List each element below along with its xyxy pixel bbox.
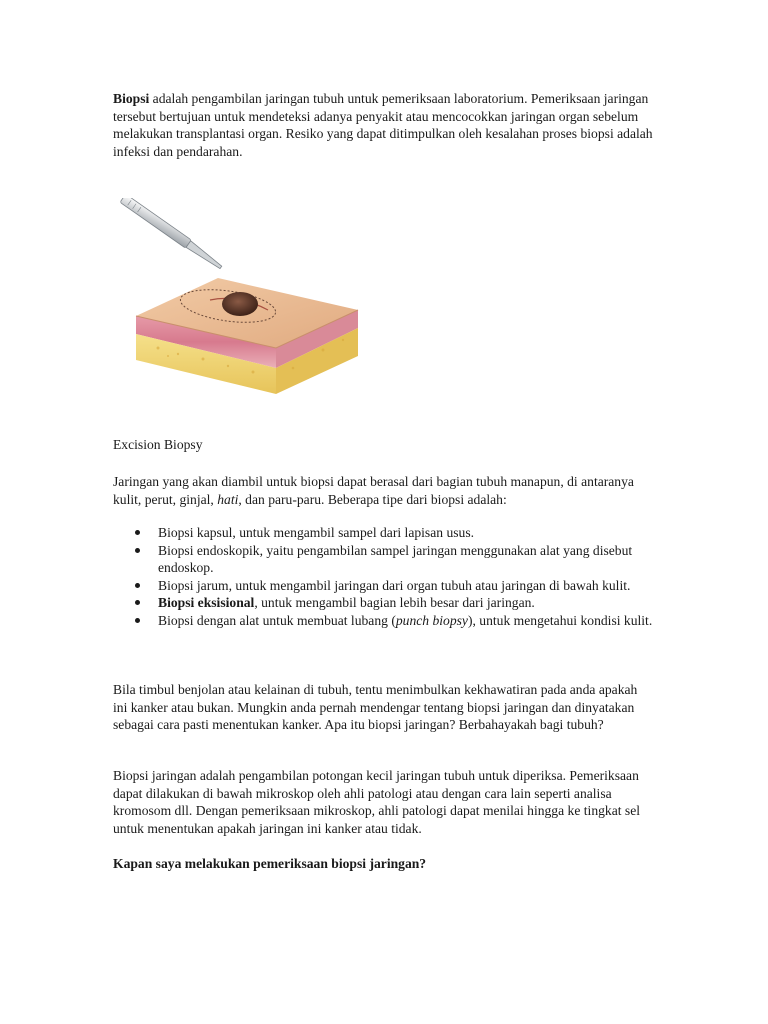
question-heading: Kapan saya melakukan pemeriksaan biopsi jaringan? bbox=[113, 856, 427, 871]
sources-text-before: Jaringan yang akan diambil untuk biopsi dapat berasal dari bagian tubuh manapun, di antaranya kulit, perut, ginjal, bbox=[113, 474, 634, 507]
tissue-paragraph: Biopsi jaringan adalah pengambilan potongan kecil jaringan tubuh untuk diperiksa. Pemeriksaan dapat dilakukan di bawah mikroskop oleh ahli patologi atau dengan cara lain seperti analisa kromosom dll. Dengan pemeriksaan mikroskop, ahli patologi dapat menilai hingga ke tingkat sel untuk menentukan apakah jaringan ini kanker atau tidak. bbox=[113, 768, 641, 836]
scalpel-skin-illustration bbox=[118, 198, 368, 398]
intro-text: adalah pengambilan jaringan tubuh untuk pemeriksaan laboratorium. Pemeriksaan jaringan tersebut bertujuan untuk mendeteksi adanya penyakit atau mencocokkan jaringan organ sebelum melakukan transplantasi organ. Resiko yang dapat ditimpulkan oleh kesalahan proses biopsi adalah infeksi dan pendarahan. bbox=[113, 91, 653, 159]
excision-biopsy-illustration bbox=[118, 198, 368, 398]
intro-paragraph bbox=[113, 90, 653, 160]
list-item-text: Biopsi kapsul, untuk mengambil sampel dari lapisan usus. bbox=[158, 525, 475, 540]
bullet-icon bbox=[135, 530, 140, 535]
intro-term: Biopsi bbox=[113, 91, 150, 106]
list-item bbox=[113, 542, 653, 577]
list-item-text: Biopsi dengan alat untuk membuat lubang ( bbox=[158, 612, 396, 628]
figure-caption: Excision Biopsy bbox=[113, 437, 203, 452]
list-item-bold: Biopsi eksisional bbox=[158, 595, 255, 610]
list-item bbox=[113, 524, 653, 542]
list-item bbox=[113, 612, 653, 630]
list-item-text: Biopsi endoskopik, yaitu pengambilan sampel jaringan menggunakan alat yang disebut endoskop. bbox=[158, 542, 633, 575]
bullet-icon bbox=[135, 600, 140, 605]
lump-paragraph: Bila timbul benjolan atau kelainan di tubuh, tentu menimbulkan kekhawatiran pada anda apakah ini kanker atau bukan. Mungkin anda pernah mendengar tentang biopsi jaringan dan dinyatakan sebagai cara pasti menentukan kanker. Apa itu biopsi jaringan? Berbahayakah bagi tubuh? bbox=[113, 682, 638, 732]
list-item-tail: ), untuk mengetahui kondisi kulit. bbox=[467, 612, 653, 628]
biopsy-types-list bbox=[113, 524, 653, 629]
bullet-icon bbox=[135, 618, 140, 623]
bullet-icon bbox=[135, 548, 140, 553]
sources-paragraph bbox=[113, 473, 653, 508]
list-item-text: , untuk mengambil bagian lebih besar dari jaringan. bbox=[254, 595, 535, 610]
list-item bbox=[113, 594, 653, 612]
list-item-italic: punch biopsy bbox=[395, 612, 468, 628]
sources-text-after: , dan paru-paru. Beberapa tipe dari biopsi adalah: bbox=[238, 491, 507, 507]
list-item-text: Biopsi jarum, untuk mengambil jaringan dari organ tubuh atau jaringan di bawah kulit. bbox=[158, 577, 631, 593]
list-item bbox=[113, 577, 653, 595]
bullet-icon bbox=[135, 583, 140, 588]
sources-italic: hati bbox=[217, 491, 239, 507]
